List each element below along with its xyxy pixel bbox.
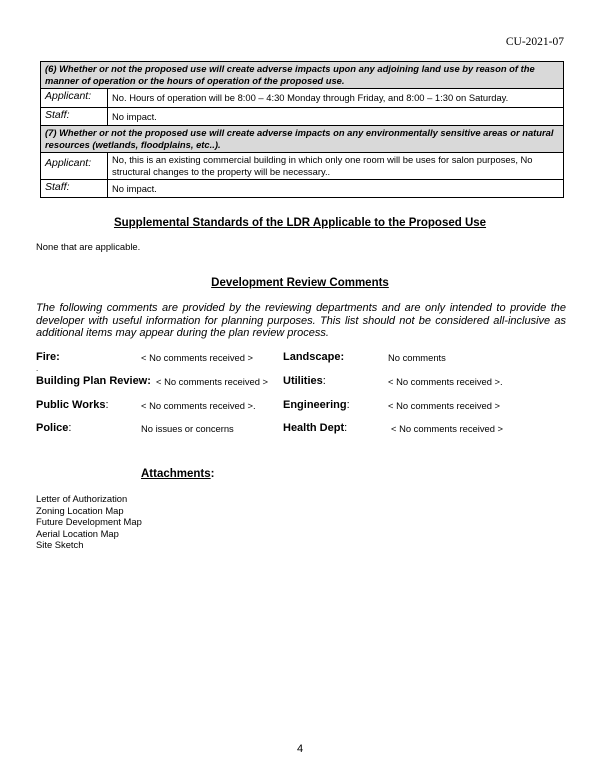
criterion-question-row [41,126,564,153]
criterion-6-question: (6) Whether or not the proposed use will create adverse impacts upon any adjoining land use by reason of the manner of operation or the hours of operation of the proposed use. [41,62,564,89]
utilities-label-text: Utilities [283,375,323,387]
attachments-heading-colon: : [210,468,215,480]
health-dept-label-colon: : [344,422,348,434]
fire-label: Fire: [36,351,60,363]
engineering-label-text: Engineering [283,399,347,411]
utilities-comment: < No comments received >. [388,376,503,387]
stray-dot: . [36,364,39,373]
attachment-item: Letter of Authorization [36,493,128,504]
engineering-comment: < No comments received > [388,400,501,411]
attachment-item: Future Development Map [36,516,142,527]
health-dept-comment: < No comments received > [391,423,504,434]
public-works-label [36,399,109,411]
case-number: CU-2021-07 [505,36,564,48]
applicant-row [41,89,564,108]
applicant-row [41,153,564,180]
review-intro-paragraph: The following comments are provided by the reviewing departments and are only intended to provide the developer with useful information for planning purposes. This list should not be considered all-inclusive as additional items may appear during the plan review process. [36,302,566,339]
attachments-list [36,493,142,551]
health-dept-label [283,422,347,434]
utilities-label-colon: : [322,375,326,387]
police-label [36,422,71,434]
staff-response: No impact. [108,180,564,198]
applicant-response: No, this is an existing commercial building in which only one room will be uses for salon purposes, No structural changes to the property will be necessary.. [108,153,564,180]
staff-label: Staff: [41,180,108,198]
attachments-heading [141,468,215,480]
attachment-item: Aerial Location Map [36,527,119,539]
criteria-table [40,61,564,198]
criterion-7-question: (7) Whether or not the proposed use will create adverse impacts on any environmentally sensitive areas or natural resources (wetlands, floodplains, etc..). [41,126,564,153]
attachment-item: Zoning Location Map [36,504,124,516]
applicant-response: No. Hours of operation will be 8:00 – 4:30 Monday through Friday, and 8:00 – 1:30 on Saturday. [108,89,564,108]
staff-row [41,180,564,198]
staff-label: Staff: [41,108,108,126]
utilities-label [283,375,326,387]
health-dept-label-text: Health Dept [283,422,345,434]
landscape-comment: No comments [388,352,446,363]
police-label-colon: : [68,422,72,434]
attachments-heading-text: Attachments [141,468,211,480]
police-label-text: Police [36,422,69,434]
staff-response: No impact. [108,108,564,126]
building-plan-review-comment: < No comments received > [156,376,269,387]
public-works-label-text: Public Works [36,399,106,411]
page-number: 4 [296,743,304,755]
attachment-item: Site Sketch [36,539,84,550]
criterion-question-row [41,62,564,89]
supplemental-standards-heading: Supplemental Standards of the LDR Applicable to the Proposed Use [113,217,487,229]
public-works-label-colon: : [105,399,109,411]
development-review-heading: Development Review Comments [211,277,389,289]
landscape-label: Landscape: [283,351,345,363]
engineering-label-colon: : [346,399,350,411]
supplemental-standards-text: None that are applicable. [36,241,141,252]
fire-comment: < No comments received > [141,352,254,363]
engineering-label [283,399,350,411]
public-works-comment: < No comments received >. [141,400,256,411]
police-comment: No issues or concerns [141,423,234,434]
applicant-label: Applicant: [41,153,108,180]
building-plan-review-label: Building Plan Review: [36,375,151,387]
staff-row [41,108,564,126]
applicant-label: Applicant: [41,89,108,108]
